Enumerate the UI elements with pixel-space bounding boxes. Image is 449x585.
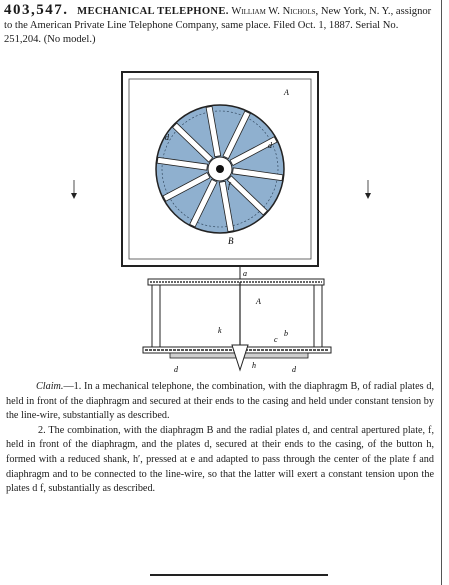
claims-section — [6, 380, 434, 497]
patent-details: New York, N. Y., assignor to the American Private Line Telephone Company, same place. Filed Oct. 1, 1887. Serial No. 251,204. (No model.) — [4, 6, 432, 45]
label-h: h — [252, 361, 256, 370]
label-f: f — [228, 181, 231, 190]
claims-heading: Claim. — [36, 381, 64, 392]
section-arrow-left — [71, 193, 77, 199]
label-b-section: b — [284, 329, 288, 338]
claim-2: 2. The combination, with the diaphragm B and the radial plates d, and central apertured plate, f, held in front of the diaphragm, and the plates d, secured at their ends to the casing, of the button h, formed with a reduced shank, h′, pressed at e and adapted to pass through the center of the plate f and diaphragm and to be connected to the line-wire, so that the latter will exert a constant tension upon the plates d f, substantially as described. — [6, 424, 434, 495]
label-b: B — [228, 236, 234, 246]
claim-1-text: —1. In a mechanical telephone, the combination, with the diaphragm B, of radial plates d, held in front of the diaphragm and secured at their ends to the casing and held under constant tension by the line-wire, substantially as described. — [6, 381, 434, 422]
label-d-section-2: d — [292, 365, 296, 374]
label-c: c — [274, 335, 278, 344]
casing-left-wall — [152, 285, 160, 347]
casing-right-wall — [314, 285, 322, 347]
label-d-section-1: d — [174, 365, 178, 374]
label-A-section: A — [256, 297, 261, 306]
patent-title: MECHANICAL TELEPHONE. — [77, 6, 229, 17]
section-view-figure — [143, 266, 331, 374]
label-d-right: d — [268, 141, 272, 150]
label-a-top: A — [284, 88, 289, 97]
inventor-name: William W. Nichols, — [231, 6, 319, 17]
label-d-left: d — [165, 133, 169, 142]
claim-1 — [6, 380, 434, 424]
label-a-wire: a — [243, 269, 247, 278]
button-h-center — [216, 165, 224, 173]
label-k: k — [218, 326, 222, 335]
plan-view-figure — [71, 72, 371, 266]
section-arrow-right — [365, 193, 371, 199]
end-rule — [150, 574, 328, 576]
patent-number: 403,547. — [4, 2, 69, 18]
